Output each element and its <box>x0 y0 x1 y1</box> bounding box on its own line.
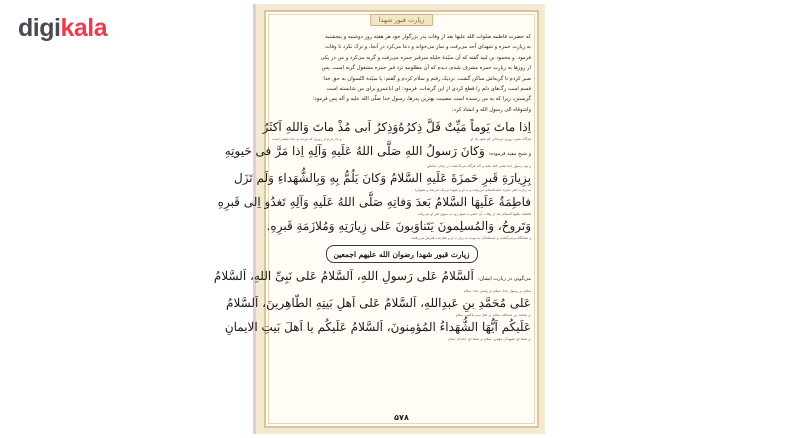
arabic-line-text: فاطِمَةُ عَلَیهَا السَّلامُ بَعدَ وَفاتِهِ صَلَّی اللهُ عَلَیهِ وَآلِهِ تَغدُو اِلی قَبرِهِ <box>217 195 531 210</box>
ziyarat-line <box>224 318 531 336</box>
verse-left: وَذِکرُ اَبی مُذْ ماتَ وَاللهِ اَکثَرُ <box>262 120 399 135</box>
verse-translation-right: هرگاه بمیرد روزی مرده‌ای کم شود یاد او <box>470 137 531 142</box>
intro-line: واشوقاه الی رسول الله و انشاد کرد: <box>451 106 531 113</box>
verse-line <box>262 118 531 136</box>
ziyarat-line-text: عَلَیکُم اَیُّهَا الشُّهَداءُ المُؤمِنونَ، اَلسَّلامُ عَلَیکُم یا اَهلَ بَیتِ الایمانِ <box>224 320 531 335</box>
intro-line: صبر کردم تا گریه‌اش ساکن گشت. نزدیک رفتم و سلام کردم و گفتم: یا سیّدة النّسوان به حق خدا <box>323 75 531 82</box>
ziyarat-line-translation: بر شما ای شهیدان مؤمن، سلام بر شما ای خاندان ایمان <box>447 337 531 342</box>
page-content <box>213 32 531 408</box>
ziyarat-line <box>213 267 531 288</box>
ziyarat-line-text: اَلسَّلامُ عَلی رَسولِ اللهِ، اَلسَّلامُ عَلی نَبِیِّ اللهِ، اَلسَّلامُ <box>213 269 474 284</box>
intro-line: به زیارت حمزه و شهدای اُحد می‌رفت و نماز می‌خواند و دعا می‌کرد در آنجا، و ترک نکرد تا وفات <box>325 44 531 51</box>
intro-line: از روزها به زیارت حمزه مشرف شدم، دیدم که آن مظلومه نزد قبر حمزه مشغول گریه است. پس <box>321 65 531 72</box>
verse-translation-left: و یاد پدرم از روزی که مرده به خدا بیشتر است <box>272 137 342 142</box>
arabic-line-translation: و شامگاه برمی‌گشت و مسلمانان به نوبت به زیارت او و ملازمت قبرش می‌رفتند <box>411 236 531 241</box>
arabic-line-translation: فاطمه علیها السلام بعد از وفات آن حضرت صبح زود به سوی قبر او می‌رفت <box>417 212 531 217</box>
ziyarat-line-translation: سلام بر رسول خدا، سلام بر پیامبر خدا، سلام <box>463 289 531 294</box>
ziyarat-line-translation: بر محمد بن عبدالله، سلام بر اهل بیت پاکش، سلام <box>455 313 531 318</box>
intro-paragraph <box>272 32 531 115</box>
intro-line: گریستن، زیرا که به من رسیده است مصیبت بهترین پدرها، رسول خدا صلّی الله علیه و آله پس فرمود: <box>312 96 531 103</box>
arabic-line <box>233 169 531 187</box>
arabic-line-translation: و بود رسول خدا صلی الله علیه و آله هرگاه می‌گذشت در زمان حیاتش <box>426 164 531 169</box>
section-title-box: زیارت قبور شهدا رضوان الله علیهم اجمعین <box>326 245 478 263</box>
ziyarat-text-block <box>213 267 531 342</box>
intro-line: قسم است رگ‌های دلم را قطع کردی از این گریه‌ات. فرمود: ای اباعمرو برای من شایسته است <box>326 86 531 93</box>
ziyarat-line-prose: می‌گویی در زیارت ایشان: <box>477 276 531 283</box>
book-page-image <box>213 4 545 434</box>
logo-accent-text: kala <box>60 14 108 42</box>
intro-line: فرمود. و محمود بن لبید گفته که آن سیّدهٔ جلیله سرقبر حمزه می‌رفت و گریه می‌کرد و من در یکی <box>320 54 531 61</box>
arabic-line <box>224 142 531 163</box>
page-ornament-frame <box>213 10 539 428</box>
arabic-line-prose: و شیخ مفید فرموده: <box>488 151 531 158</box>
page-number: ۵۷۸ <box>394 413 409 422</box>
arabic-line <box>217 193 531 211</box>
ziyarat-line <box>226 294 531 312</box>
logo-text: digi <box>18 14 61 42</box>
arabic-line-text: بِزِیارَةِ قَبرِ حَمزَةَ عَلَیهِ السَّلامُ وَکانَ یَلُمُّ بِهِ وَبِالشُّهَداءِ وَلَم تَزَل <box>233 171 531 186</box>
arabic-line <box>266 217 531 235</box>
arabic-line-translation: به زیارت قبر حمزه علیه‌السلام می‌رفت و به او و شهدا نزدیک می‌شد و همواره <box>414 188 531 193</box>
arabic-text-block <box>217 142 531 241</box>
arabic-line-text: وَتَروحُ، وَالمُسلِمونَ یَتَناوَبونَ عَلی زِیارَتِهِ وَمُلازَمَةِ قَبرِهِ. <box>266 219 531 234</box>
ziyarat-line-text: عَلی مُحَمَّدِ بنِ عَبدِاللهِ، اَلسَّلامُ عَلی اَهلِ بَیتِهِ الطّاهِرینَ، اَلسَّلامُ <box>226 296 531 311</box>
verse-right: اِذا ماتَ یَوماً مَیِّتٌ قَلَّ ذِکرُهُ <box>398 120 531 135</box>
arabic-line-text: وَکانَ رَسولُ اللهِ صَلَّی اللهُ عَلَیهِ وَآلِهِ اِذا مَرَّ فی حَیوتِهِ <box>224 144 485 159</box>
intro-line: که حضرت فاطمه صلوات الله علیها بعد از وفات پدر بزرگوار خود هر هفته روز دوشنبه و پنجشنبه <box>325 34 531 40</box>
page-header: زیارت قبور شهدا <box>370 14 434 26</box>
digikala-logo <box>18 14 107 43</box>
